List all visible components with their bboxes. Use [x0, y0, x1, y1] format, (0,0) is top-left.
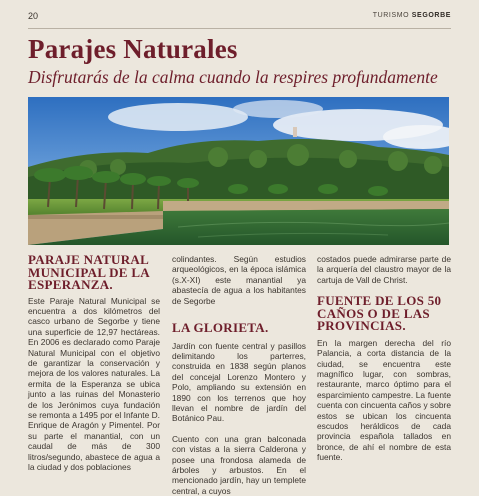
brand-name: SEGORBE	[411, 12, 451, 19]
heading-paraje-esperanza: PARAJE NATURAL MUNICIPAL DE LA ESPERANZA.	[28, 252, 150, 292]
paragraph-esperanza-continued: colindantes. Según estudios arqueológicos, en la época islámica (s.X-XI) este manantial ya abastecía de agua a los habitantes de Segorbe	[172, 254, 306, 306]
paragraph-glorieta-continued: costados puede admirarse parte de la arquería del claustro mayor de la cartuja de Vall de Christ.	[317, 254, 451, 285]
paragraph-glorieta-2: Cuento con una gran balconada con vistas a la sierra Calderona y posee una frondosa alameda de árboles y arbustos. En el mencionado jardín, hay un templete central, a cuyos	[172, 433, 306, 496]
page-subtitle: Disfrutarás de la calma cuando la respires profundamente	[28, 67, 438, 87]
landscape-photo	[28, 97, 449, 245]
column-fuente	[317, 254, 451, 463]
brand-logo	[373, 12, 451, 19]
heading-fuente-50-canos: FUENTE DE LOS 50 CAÑOS O DE LAS PROVINCIAS.	[317, 293, 442, 334]
paragraph-fuente: En la margen derecha del río Palancia, a corta distancia de la ciudad, se encuentra este magnífico lugar, con sombras, restaurante, marco óptimo para el esparcimiento campestre. La fuente cuenta con cincuenta caños y sobre estos se ubican los cincuenta escudos heráldicos de cada provincia española tallados en bronce, de ahí el nombre de esta fuente.	[317, 337, 451, 463]
header-divider	[28, 28, 451, 29]
paragraph-glorieta-1: Jardín con fuente central y pasillos delimitando los parterres, construida en 1838 según planos del concejal Lorenzo Montero y Polo, ampliando su extensión en 1890 con los terrenos que hoy llevan el nombre de jardín del Botánico Pau.	[172, 340, 306, 424]
page-title: Parajes Naturales	[28, 34, 238, 64]
brand-prefix: TURISMO	[372, 12, 412, 19]
heading-la-glorieta: LA GLORIETA.	[172, 320, 269, 336]
page-number: 20	[28, 11, 39, 21]
paragraph-esperanza: Este Paraje Natural Municipal se encuentra a dos kilómetros del casco urbano de Segorbe y tiene una superficie de 12,97 hectáreas. En 2006 es declarado como Paraje Natural Municipal con el objetivo de garantizar la conservación y mejora de los valores naturales. La ermita de la Esperanza se ubica junto a las ruinas del Monasterio de los Jerónimos cuya fundación se remonta a 1495 por el Infante D. Enrique de Aragón y Pimentel. Por su parte el manantial, con un caudal de más de 300 litros/segundo, abastece de agua a la ciudad y dos poblaciones	[28, 295, 160, 472]
column-glorieta	[172, 254, 306, 496]
column-esperanza	[28, 254, 160, 472]
